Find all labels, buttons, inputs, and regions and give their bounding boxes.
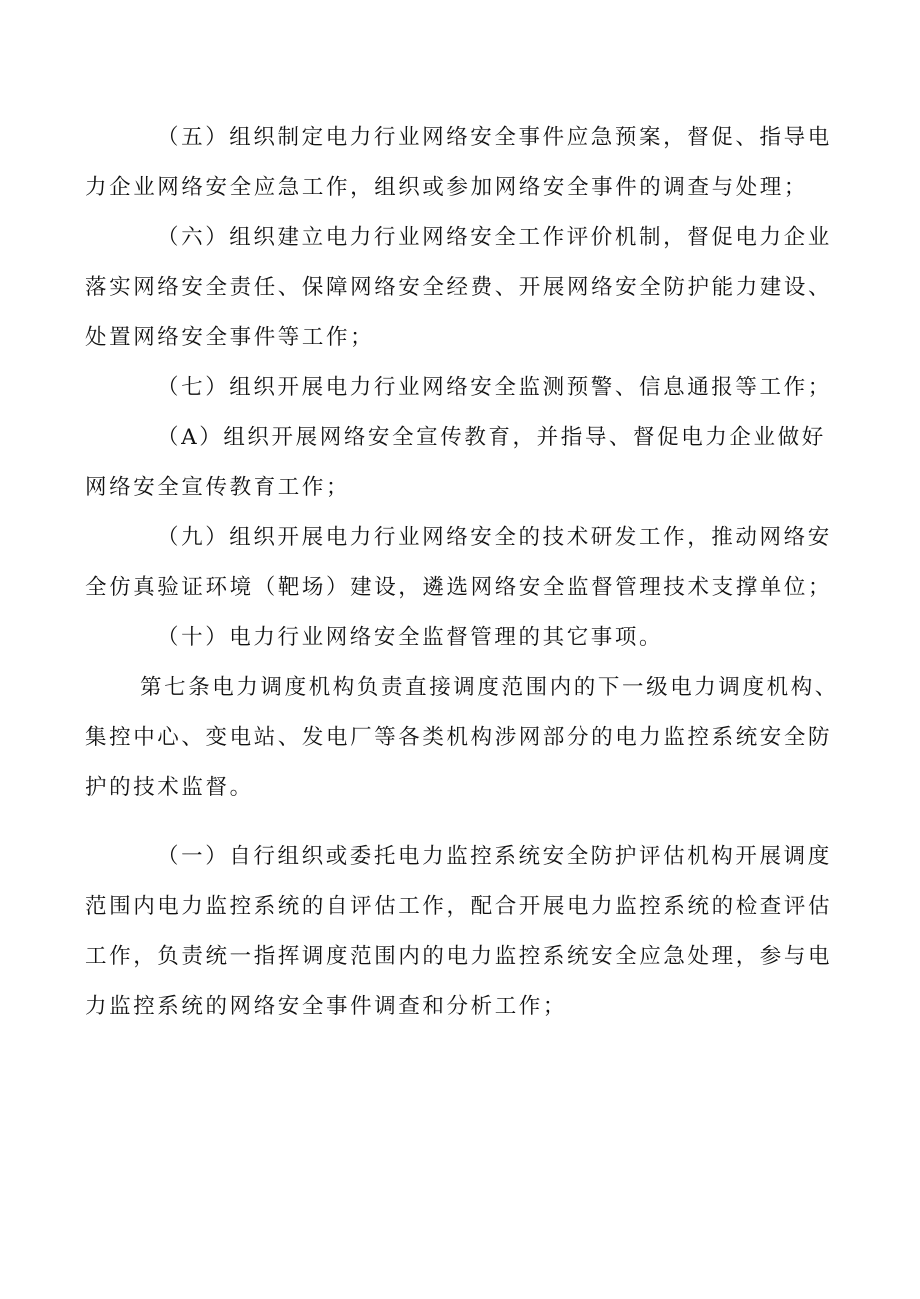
text-line: 网络安全宣传教育工作； [85, 475, 351, 500]
text-line: （七）组织开展电力行业网络安全监测预警、信息通报等工作； [157, 375, 832, 400]
text-line: （一）自行组织或委托电力监控系统安全防护评估机构开展调度 [157, 844, 832, 869]
text-line: 落实网络安全责任、保障网络安全经费、开展网络安全防护能力建设、 [85, 275, 833, 300]
text-line: 第七条电力调度机构负责直接调度范围内的下一级电力调度机构、 [140, 675, 839, 700]
text-line: （九）组织开展电力行业网络安全的技术研发工作，推动网络安 [157, 525, 832, 550]
text-line: 全仿真验证环境（靶场）建设，遴选网络安全监督管理技术支撑单位； [85, 575, 833, 600]
text-line: （A）组织开展网络安全宣传教育，并指导、督促电力企业做好 [157, 425, 826, 450]
text-line: 力监控系统的网络安全事件调查和分析工作； [85, 994, 568, 1019]
text-line: （五）组织制定电力行业网络安全事件应急预案，督促、指导电 [157, 125, 832, 150]
text-line: 护的技术监督。 [85, 775, 254, 800]
text-line: （六）组织建立电力行业网络安全工作评价机制，督促电力企业 [157, 225, 832, 250]
text-line: 范围内电力监控系统的自评估工作，配合开展电力监控系统的检查评估 [85, 894, 833, 919]
text-line: 力企业网络安全应急工作，组织或参加网络安全事件的调查与处理； [85, 175, 809, 200]
text-line: 集控中心、变电站、发电厂等各类机构涉网部分的电力监控系统安全防 [85, 725, 833, 750]
text-line: （十）电力行业网络安全监督管理的其它事项。 [157, 625, 664, 650]
text-line: 工作，负责统一指挥调度范围内的电力监控系统安全应急处理，参与电 [85, 944, 833, 969]
text-line: 处置网络安全事件等工作； [85, 325, 375, 350]
